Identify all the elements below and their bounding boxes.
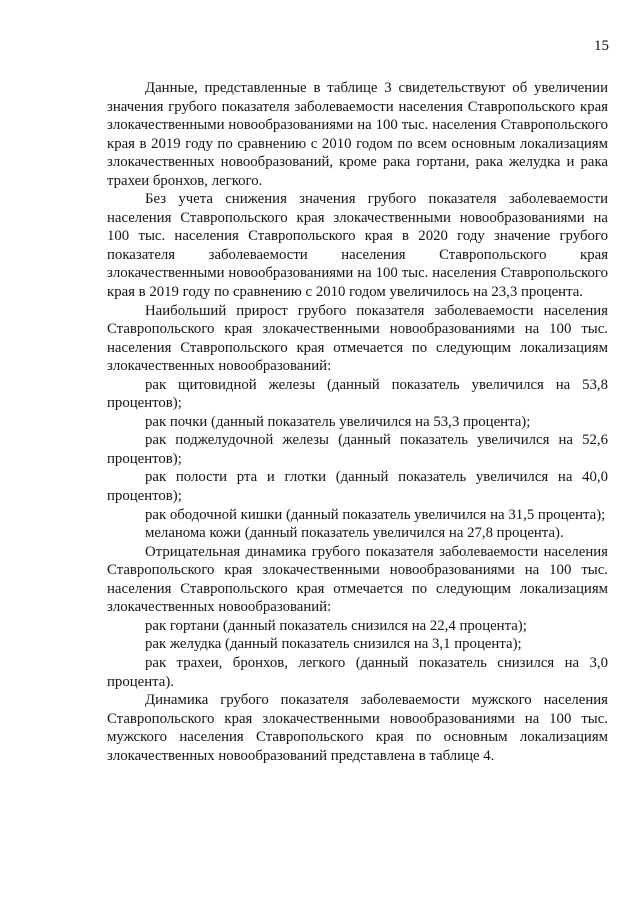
page-number: 15 [594, 38, 609, 54]
body-text [107, 79, 608, 765]
list-item-pancreas: рак поджелудочной железы (данный показатель увеличился на 52,6 процентов); [107, 432, 608, 467]
paragraph-table3-summary: Данные, представленные в таблице 3 свидетельствуют об увеличении значения грубого показателя заболеваемости населения Ставропольского края злокачественными новообразованиями на 100 тыс. населения Ставропольского края в 2019 году по сравнению с 2010 годом по всем основным локализациям злокачественных новообразований, кроме рака гортани, рака желудка и рака трахеи бронхов, легкого. [107, 80, 608, 189]
paragraph-overall-increase: Без учета снижения значения грубого показателя заболеваемости населения Ставропольского края злокачественными новообразованиями на 100 тыс. населения Ставропольского края в 2020 году значение грубого показателя заболеваемости населения Ставропольского края злокачественными новообразованиями на 100 тыс. населения Ставропольского края в 2019 году по сравнению с 2010 годом увеличилось на 23,3 процента. [107, 191, 608, 301]
list-item-larynx: рак гортани (данный показатель снизился на 22,4 процента); [145, 617, 527, 634]
list-item-oral-cavity: рак полости рта и глотки (данный показатель увеличился на 40,0 процентов); [107, 469, 608, 505]
list-item-melanoma: меланома кожи (данный показатель увеличился на 27,8 процента). [145, 525, 564, 542]
list-item-trachea-lung: рак трахеи, бронхов, легкого (данный показатель снизился на 3,0 процента). [107, 654, 608, 690]
list-item-colon: рак ободочной кишки (данный показатель увеличился на 31,5 процента); [145, 506, 606, 523]
paragraph-largest-growth-intro: Наибольший прирост грубого показателя заболеваемости населения Ставропольского края злокачественными новообразованиями на 100 тыс. населения Ставропольского края отмечается по следующим локализациям злокачественных новообразований: [107, 302, 608, 375]
list-item-stomach: рак желудка (данный показатель снизился на 3,1 процента); [145, 636, 522, 653]
paragraph-negative-dynamics-intro: Отрицательная динамика грубого показателя заболеваемости населения Ставропольского края злокачественными новообразованиями на 100 тыс. населения Ставропольского края отмечается по следующим локализациям злокачественных новообразований: [107, 543, 608, 616]
paragraph-table4-reference: Динамика грубого показателя заболеваемости мужского населения Ставропольского края злокачественными новообразованиями на 100 тыс. мужского населения Ставропольского края по основным локализациям злокачественных новообразований представлена в таблице 4. [107, 692, 608, 764]
list-item-kidney: рак почки (данный показатель увеличился на 53,3 процента); [145, 413, 531, 430]
list-item-thyroid: рак щитовидной железы (данный показатель увеличился на 53,8 процентов); [107, 376, 608, 412]
